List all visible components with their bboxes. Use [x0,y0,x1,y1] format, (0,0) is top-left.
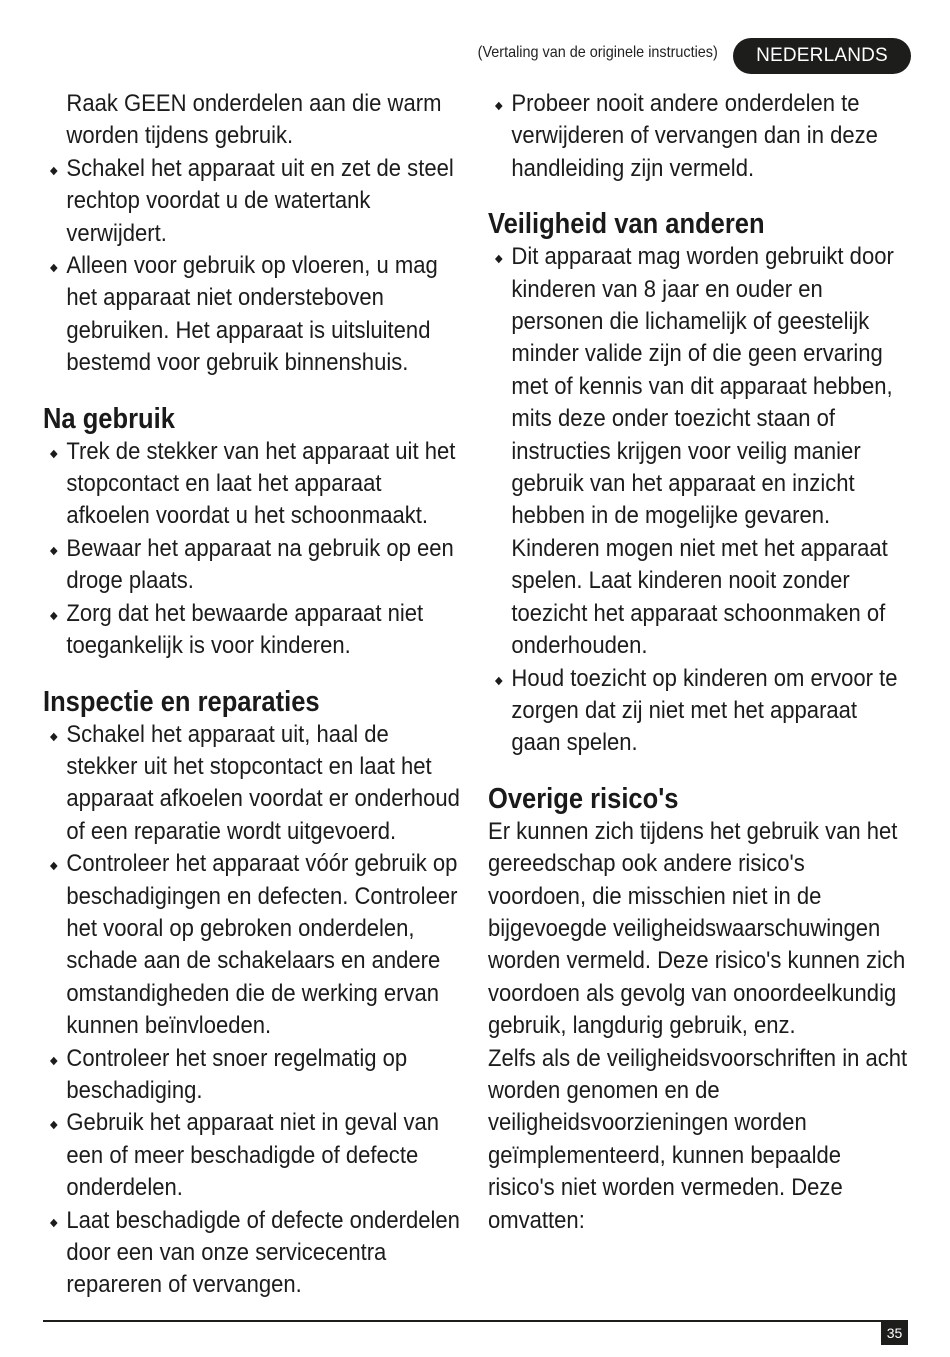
page-number: 35 [881,1321,908,1345]
list-item: Gebruik het apparaat niet in geval van een of meer beschadigde of defecte onderdelen. [43,1107,463,1204]
bullet-icon [495,255,503,263]
bullet-icon [50,1121,58,1129]
bullet-icon [495,676,503,684]
left-column-text [43,88,463,380]
translation-note: (Vertaling van de originele instructies) [477,44,718,61]
list-item: Controleer het snoer regelmatig op beschadiging. [43,1043,463,1108]
section-heading-veiligheid: Veiligheid van anderen [488,208,765,241]
language-badge: NEDERLANDS [733,38,911,74]
right-top-list [488,88,908,185]
na-gebruik-list [43,436,463,663]
list-item: Bewaar het apparaat na gebruik op een droge plaats. [43,533,463,598]
list-item: Dit apparaat mag worden gebruikt door kinderen van 8 jaar en ouder en personen die lichamelijk of geestelijk minder valide zijn of die geen ervaring met of kennis van dit apparaat hebben, mits deze onder toezicht staan of instructies krijgen voor veilig manier gebruik van het apparaat en inzicht hebben in de mogelijke gevaren. Kinderen mogen niet met het apparaat spelen. Laat kinderen nooit zonder toezicht het apparaat schoonmaken of onderhouden. [488,241,908,662]
list-item: Alleen voor gebruik op vloeren, u mag het apparaat niet ondersteboven gebruiken. Het apparaat is uitsluitend bestemd voor gebruik binnenshuis. [43,250,463,380]
left-column [43,88,463,1302]
list-item: Schakel het apparaat uit en zet de steel rechtop voordat u de watertank verwijdert. [43,153,463,250]
veiligheid-list [488,241,908,760]
right-column [488,88,908,1237]
section-heading-overige-risicos: Overige risico's [488,782,679,815]
list-item: Schakel het apparaat uit, haal de stekker uit het stopcontact en laat het apparaat afkoelen voordat er onderhoud of een reparatie wordt uitgevoerd. [43,719,463,849]
paragraph: Er kunnen zich tijdens het gebruik van het gereedschap ook andere risico's voordoen, die misschien niet in de bijgevoegde veiligheidswaarschuwingen worden vermeld. Deze risico's kunnen zich voordoen als gevolg van onoordeelkundig gebruik, langdurig gebruik, enz. [488,817,906,1040]
bullet-icon [50,732,58,740]
bullet-icon [50,862,58,870]
section-heading-na-gebruik: Na gebruik [43,402,175,435]
bullet-icon [50,611,58,619]
list-item: Houd toezicht op kinderen om ervoor te zorgen dat zij niet met het apparaat gaan spelen. [488,663,908,760]
overige-text [488,816,908,1237]
bullet-icon [50,167,58,175]
section-heading-inspectie: Inspectie en reparaties [43,685,320,718]
intro-continuation: Raak GEEN onderdelen aan die warm worden tijdens gebruik. [66,90,442,150]
inspectie-list [43,719,463,1302]
list-item: Zorg dat het bewaarde apparaat niet toegankelijk is voor kinderen. [43,598,463,663]
bullet-icon [50,264,58,272]
list-item: Laat beschadigde of defecte onderdelen door een van onze servicecentra repareren of vervangen. [43,1205,463,1302]
paragraph: Zelfs als de veiligheidsvoorschriften in acht worden genomen en de veiligheidsvoorzieningen worden geïmplementeerd, kunnen bepaalde risico's niet worden vermeden. Deze omvatten: [488,1044,908,1234]
list-item: Controleer het apparaat vóór gebruik op beschadigingen en defecten. Controleer het vooral op gebroken onderdelen, schade aan de schakelaars en andere omstandigheden die de werking ervan kunnen beïnvloeden. [43,848,463,1042]
list-item: Probeer nooit andere onderdelen te verwijderen of vervangen dan in deze handleiding zijn vermeld. [488,88,908,185]
footer-rule [43,1320,908,1322]
bullet-icon [50,1056,58,1064]
bullet-icon [50,449,58,457]
list-item: Trek de stekker van het apparaat uit het stopcontact en laat het apparaat afkoelen voordat u het schoonmaakt. [43,436,463,533]
bullet-icon [50,1218,58,1226]
bullet-icon [50,547,58,555]
bullet-icon [495,102,503,110]
